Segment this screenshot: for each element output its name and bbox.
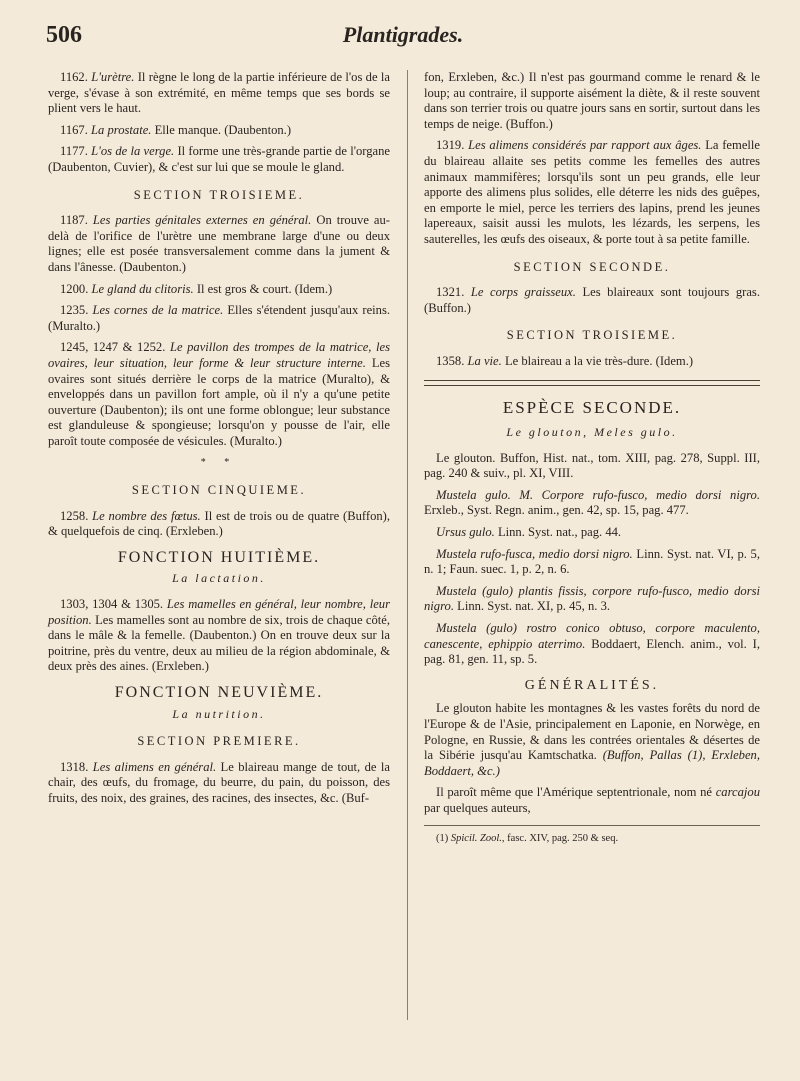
- synonymy-erxleben: Mustela gulo. M. Corpore rufo-fusco, medio dorsi nigro. Erxleb., Syst. Regn. anim., gen. 42, sp. 15, pag. 477.: [424, 487, 760, 518]
- paragraph-1177: 1177. L'os de la verge. Il forme une très-grande partie de l'organe (Daubenton, Cuvier), & c'est sur lui que se moule le gland.: [48, 144, 391, 174]
- paragraph-1303: 1303, 1304 & 1305. Les mamelles en général, leur nombre, leur position. Les mamelles sont au nombre de six, trois de chaque côté, dans le mâle & la femelle. (Daubenton.) On en trouve deux sur la poitrine, près du ventre, deux au milieu de la région abdominale, & deux près des aines. (Erxleben.): [48, 597, 391, 674]
- function-heading: FONCTION NEUVIÈME.: [114, 684, 324, 701]
- function-subheading: La nutrition.: [172, 706, 266, 721]
- paragraph-1321: 1321. Le corps graisseux. Les blaireaux sont toujours gras. (Buffon.): [424, 285, 760, 315]
- species-heading: ESPÈCE SECONDE.: [502, 397, 682, 417]
- species-title: Le glouton, Meles gulo.: [506, 425, 678, 440]
- ornament-stars: * *: [200, 457, 238, 469]
- column-divider: [407, 70, 408, 1020]
- paragraph-continued: fon, Erxleben, &c.) Il n'est pas gourmand comme le renard & le loup; au contraire, il supporte aisément la diète, & il reste souvent dans son terrier trois ou quatre jours sans en sortir, surtout dans les temps de neige. (Buffon.): [424, 70, 760, 131]
- paragraph-1245: 1245, 1247 & 1252. Le pavillon des trompes de la matrice, les ovaires, leur situation, leur forme & leur structure interne. Les ovaires sont situés derrière le corps de la matrice (Muralto), & enveloppés dans un pavillon fort ample, où il n'y a qu'une petite ouverture (Daubenton); ils ont une forme oblongue; leur substance est glanduleuse & spongieuse; lorsqu'on y pousse de l'air, elle paroît toute composée de vésicules. (Muralto.): [48, 340, 390, 448]
- paragraph-1258: 1258. Le nombre des fœtus. Il est de trois ou de quatre (Buffon), & quelquefois de cinq. (Erxleben.): [48, 508, 391, 539]
- function-subheading: La lactation.: [172, 571, 266, 586]
- section-heading: SECTION SECONDE.: [513, 259, 671, 274]
- section-heading: SECTION CINQUIEME.: [131, 483, 307, 498]
- paragraph-1187: 1187. Les parties génitales externes en général. On trouve au-delà de l'orifice de l'urètre une membrane large d'une ou deux lignes; elle est posée transversalement comme dans la jument & dans l'ânesse. (Daubenton.): [48, 213, 390, 274]
- paragraph-1319: 1319. Les alimens considérés par rapport aux âges. La femelle du blaireau allaite ses petits comme les femelles des autres animaux mammifères; lorsqu'ils sont un peu grands, elle leur apporte des alimens plus solides, elle déterre les nids des guêpes, en emporte le miel, perce les terriers des lapins, prend les jeunes lapereaux, saisit aussi les mulots, les lézards, les serpens, les sauterelles, les œufs des oiseaux, & porte tout à sa petite famille.: [424, 138, 760, 246]
- running-title: Plantigrades.: [342, 22, 464, 47]
- generalities-heading: GÉNÉRALITÉS.: [524, 677, 660, 693]
- synonymy-linn-3: Mustela (gulo) plantis fissis, corpore rufo-fusco, medio dorsi nigro. Linn. Syst. nat. XI, p. 45, n. 3.: [424, 583, 760, 614]
- synonymy-linn-2: Mustela rufo-fusca, medio dorsi nigro. Linn. Syst. nat. VI, p. 5, n. 1; Faun. suec. 1, p. 2, n. 6.: [424, 546, 761, 577]
- left-column: [48, 70, 390, 813]
- paragraph-1200: 1200. Le gland du clitoris. Il est gros & court. (Idem.): [60, 281, 333, 296]
- section-heading: SECTION TROISIEME.: [133, 187, 305, 202]
- generalities-paragraph-2: Il paroît même que l'Amérique septentrionale, nom né carcajou par quelques auteurs,: [424, 785, 760, 815]
- synonymy-boddaert: Mustela (gulo) rostro conico obtuso, corpore maculento, canescente, ephippio aterrimo. Boddaert, Elench. anim., vol. I, pag. 81, gen. 11, sp. 5.: [424, 621, 761, 667]
- right-column: [424, 70, 760, 845]
- section-heading: SECTION PREMIERE.: [137, 734, 301, 749]
- footnote-rule: [424, 825, 760, 826]
- footnote: (1) Spicil. Zool., fasc. XIV, pag. 250 & seq.: [436, 832, 619, 844]
- page-header: [46, 22, 760, 56]
- synonymy-linn-1: Ursus gulo. Linn. Syst. nat., pag. 44.: [436, 525, 622, 540]
- paragraph-1162: 1162. L'urètre. Il règne le long de la partie inférieure de l'os de la verge, s'évase à son extrémité, en même temps que ses bords se plient vers le haut.: [48, 70, 390, 116]
- section-heading: SECTION TROISIEME.: [506, 328, 678, 343]
- function-heading: FONCTION HUITIÈME.: [117, 548, 321, 566]
- synonymy-buffon: Le glouton. Buffon, Hist. nat., tom. XIII, pag. 278, Suppl. III, pag. 240 & suiv., pl. XI, VIII.: [424, 450, 760, 481]
- page-number: 506: [46, 22, 82, 48]
- paragraph-1318: 1318. Les alimens en général. Le blaireau mange de tout, de la chair, des œufs, du fromage, du beurre, du pain, du poisson, des fruits, des noix, des graines, des racines, des insectes, &c. (Buf-: [48, 759, 390, 805]
- paragraph-1167: 1167. La prostate. Elle manque. (Daubenton.): [60, 122, 292, 137]
- double-rule: [424, 380, 760, 386]
- generalities-paragraph-1: Le glouton habite les montagnes & les vastes forêts du nord de l'Europe & de l'Asie, principalement en Laponie, en Norwège, en Pologne, en Russie, & dans les contrées orientales & désertes de la Sibérie jusqu'au Kamtschatka. (Buffon, Pallas (1), Erxleben, Boddaert, &c.): [424, 701, 760, 778]
- paragraph-1235: 1235. Les cornes de la matrice. Elles s'étendent jusqu'aux reins. (Muralto.): [48, 303, 391, 333]
- paragraph-1358: 1358. La vie. Le blaireau a la vie très-dure. (Idem.): [436, 353, 694, 368]
